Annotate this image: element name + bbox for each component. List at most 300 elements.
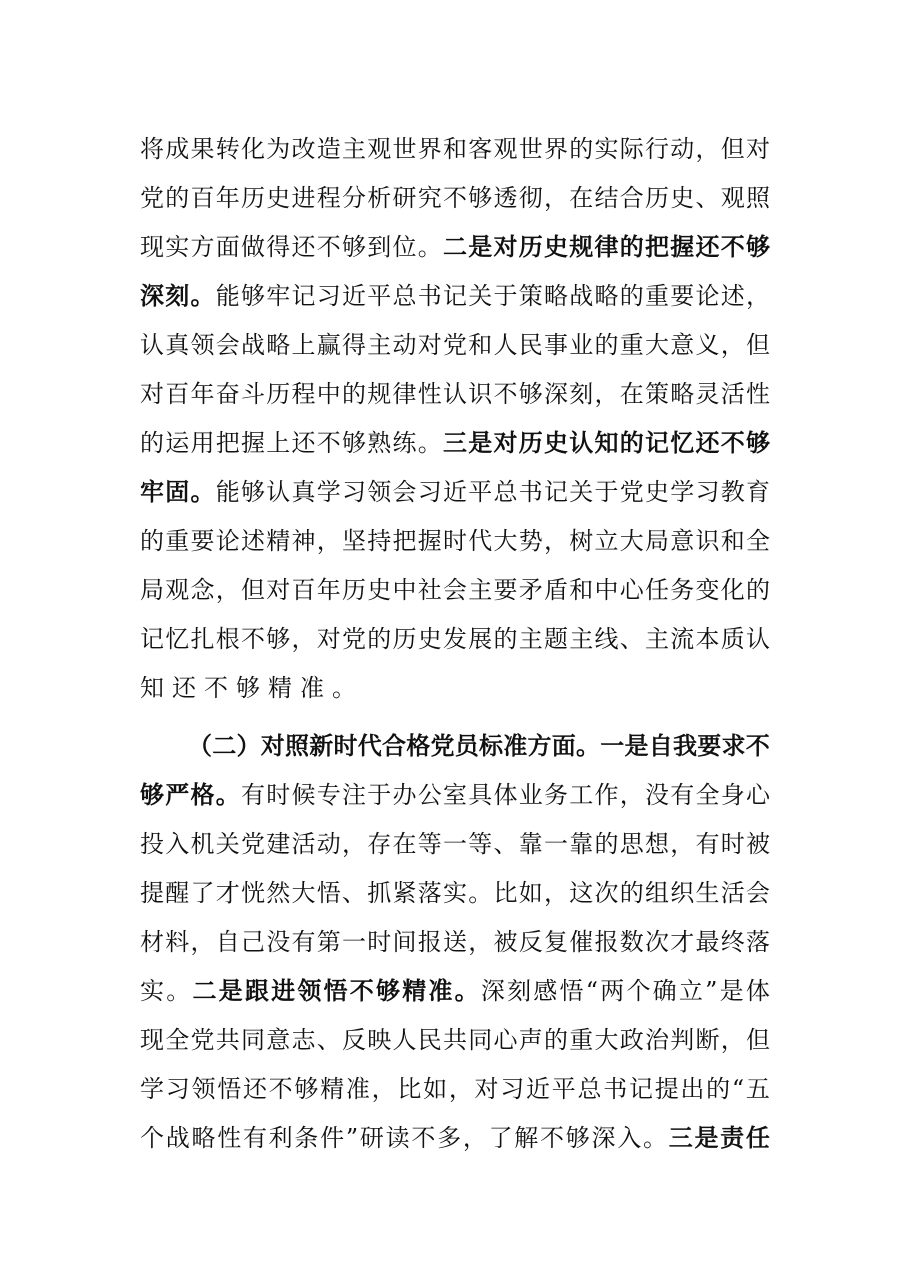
text-char: 解	[514, 1124, 539, 1152]
text-char: 五	[745, 1075, 770, 1103]
text-char: 学	[140, 1075, 164, 1103]
text-char: 报	[417, 928, 442, 956]
text-char: 没	[645, 781, 669, 809]
text-char: 动	[316, 830, 341, 858]
text-char: 重	[569, 1026, 594, 1054]
text-char: 意	[670, 527, 695, 555]
text-line	[140, 922, 770, 962]
text-char: 中	[594, 576, 619, 604]
text-char: 史	[645, 478, 669, 506]
text-char: 势	[518, 527, 543, 555]
text-char: 识	[695, 527, 720, 555]
text-char: 转	[215, 135, 240, 163]
bold-char: 一	[600, 732, 625, 760]
text-char: 注	[342, 781, 366, 809]
text-char: 习	[500, 1075, 525, 1103]
text-char: 有	[241, 781, 265, 809]
bold-char: 标	[479, 732, 503, 760]
bold-char: 知	[594, 429, 619, 457]
text-char: 够	[518, 380, 543, 408]
text-char: 记	[628, 1075, 653, 1103]
text-char: 入	[165, 830, 190, 858]
text-char: 扎	[190, 625, 215, 653]
text-char: 条	[294, 1124, 319, 1152]
text-line	[140, 129, 770, 169]
text-char: 会	[392, 478, 417, 506]
text-char: 深	[591, 1124, 616, 1152]
text-char: 书	[603, 1075, 628, 1103]
bold-char: 。	[454, 977, 479, 1005]
bold-char: 二	[212, 732, 237, 760]
text-char: 年	[215, 184, 240, 212]
text-char: 史	[417, 625, 442, 653]
text-char: 记	[443, 282, 467, 310]
text-line	[140, 521, 770, 561]
text-char: 深	[480, 977, 505, 1005]
text-char: 人	[493, 331, 518, 359]
text-char: 多	[437, 1124, 462, 1152]
text-char: 同	[468, 1026, 493, 1054]
text-char: 的	[165, 184, 190, 212]
bold-char: 格	[406, 732, 431, 760]
text-char: 中	[392, 576, 417, 604]
text-char: 不	[268, 1075, 293, 1103]
text-char: 大	[619, 527, 644, 555]
bold-char: 党	[430, 732, 455, 760]
text-char: 识	[468, 380, 493, 408]
bold-char: 。	[190, 478, 215, 506]
bold-char: 史	[544, 429, 568, 457]
text-char: 造	[316, 135, 341, 163]
text-char: 的	[493, 625, 518, 653]
text-char: 平	[468, 478, 493, 506]
text-char: 牢	[266, 282, 291, 310]
text-char: 生	[695, 879, 720, 907]
text-char: 领	[191, 1075, 216, 1103]
text-char: 然	[266, 879, 291, 907]
text-char: 观	[493, 135, 518, 163]
text-char: 够	[241, 282, 265, 310]
text-char: 送	[443, 928, 467, 956]
text-char: 不	[241, 625, 265, 653]
text-char: 立	[594, 527, 619, 555]
text-char: 根	[215, 625, 240, 653]
text-char: ”	[705, 977, 718, 1005]
text-char: 述	[720, 282, 745, 310]
text-char: 策	[645, 380, 669, 408]
text-char: 性	[746, 380, 770, 408]
text-char: 现	[140, 233, 164, 261]
text-char: 际	[619, 135, 644, 163]
text-char: 主	[468, 576, 493, 604]
text-char: 大	[493, 527, 518, 555]
text-char: 才	[670, 928, 695, 956]
text-char: ，	[544, 527, 568, 555]
bold-char: 是	[694, 1124, 719, 1152]
text-char: 如	[518, 879, 543, 907]
text-char: 不	[443, 184, 467, 212]
text-char: 奋	[215, 380, 240, 408]
bold-char: 记	[645, 429, 669, 457]
text-char: ，	[746, 282, 770, 310]
text-char: 照	[746, 184, 770, 212]
text-char: 观	[720, 184, 745, 212]
text-char: 实	[165, 233, 190, 261]
text-line	[140, 971, 770, 1011]
text-char: 深	[544, 380, 568, 408]
text-char: 能	[215, 478, 240, 506]
text-char: 大	[645, 331, 669, 359]
text-char: 活	[291, 830, 316, 858]
bold-char: 还	[695, 429, 720, 457]
text-char: ，	[695, 135, 720, 163]
text-char: 思	[619, 830, 644, 858]
text-char: 得	[342, 331, 366, 359]
text-char: 史	[266, 184, 291, 212]
text-line	[140, 619, 770, 659]
text-line	[140, 873, 770, 913]
bold-char: 新	[309, 732, 334, 760]
bold-char: 够	[746, 429, 770, 457]
text-char: 盾	[544, 576, 568, 604]
text-char: 上	[266, 429, 291, 457]
text-char: 落	[746, 928, 770, 956]
text-char: 义	[695, 331, 720, 359]
text-char: ，	[371, 1075, 396, 1103]
text-char: 。	[468, 879, 493, 907]
text-char: 刻	[569, 380, 594, 408]
text-char: ，	[190, 928, 215, 956]
text-char: 领	[190, 331, 215, 359]
bold-char: 要	[697, 732, 722, 760]
bold-char: （	[188, 732, 212, 760]
text-char: 习	[165, 1075, 190, 1103]
bold-char: 悟	[323, 977, 348, 1005]
text-char: 展	[468, 625, 493, 653]
text-char: 党	[140, 184, 164, 212]
text-char: 历	[342, 576, 366, 604]
text-char: 透	[493, 184, 518, 212]
bold-char: 严	[165, 781, 190, 809]
bold-char: 三	[443, 429, 467, 457]
text-char: 平	[551, 1075, 576, 1103]
bold-char: 是	[218, 977, 243, 1005]
text-char: 等	[468, 830, 493, 858]
text-char: 务	[544, 781, 568, 809]
text-char: 策	[518, 282, 543, 310]
text-char: 实	[594, 135, 619, 163]
text-char: 时	[720, 830, 745, 858]
text-char: 发	[443, 625, 467, 653]
text-char: 体	[745, 977, 770, 1005]
text-char: 近	[443, 478, 467, 506]
bold-char: 准	[428, 977, 453, 1005]
text-char: 够	[342, 233, 366, 261]
text-char: 性	[217, 1124, 242, 1152]
text-char: 和	[443, 135, 467, 163]
bold-char: 任	[745, 1124, 770, 1152]
text-char: 规	[367, 380, 392, 408]
text-char: 工	[569, 781, 594, 809]
text-char: 业	[518, 781, 543, 809]
text-char: 一	[443, 830, 467, 858]
text-char: 认	[140, 331, 164, 359]
text-char: 志	[291, 1026, 316, 1054]
text-char: 变	[695, 576, 720, 604]
text-char: “	[731, 1075, 745, 1103]
text-char: 果	[190, 135, 215, 163]
text-line	[140, 668, 770, 708]
text-char: 的	[594, 331, 619, 359]
text-char: 行	[645, 135, 669, 163]
text-char: ，	[594, 380, 619, 408]
text-char: 百	[165, 380, 190, 408]
text-char: 真	[165, 331, 190, 359]
text-char: 民	[518, 331, 543, 359]
text-char: ”	[345, 1124, 359, 1152]
text-char: 的	[140, 527, 164, 555]
text-char: 近	[526, 1075, 551, 1103]
bold-char: ）	[236, 732, 261, 760]
text-char: 灵	[695, 380, 720, 408]
text-char: 够	[342, 429, 366, 457]
text-char: 做	[241, 233, 265, 261]
text-char: 事	[544, 331, 568, 359]
text-char: 到	[367, 233, 392, 261]
text-char: 近	[342, 282, 366, 310]
bold-char: 代	[357, 732, 382, 760]
text-char: 在	[392, 830, 417, 858]
text-char: 个	[626, 977, 651, 1005]
text-char: 公	[417, 781, 442, 809]
text-char: 声	[518, 1026, 543, 1054]
text-char: 任	[645, 576, 669, 604]
text-char: 全	[165, 1026, 190, 1054]
text-char: 教	[720, 478, 745, 506]
text-char: 中	[316, 380, 341, 408]
text-char: 才	[215, 879, 240, 907]
text-char: 化	[241, 135, 265, 163]
text-char: 被	[493, 928, 518, 956]
text-char: 提	[654, 1075, 679, 1103]
text-line	[140, 227, 770, 267]
bold-char: 方	[527, 732, 552, 760]
text-char: 心	[619, 576, 644, 604]
text-char: 练	[392, 429, 417, 457]
text-char: 成	[165, 135, 190, 163]
text-char: 律	[392, 380, 417, 408]
text-char: 意	[266, 1026, 291, 1054]
text-line	[140, 1118, 770, 1158]
text-char: 平	[367, 282, 392, 310]
bold-char: 格	[190, 781, 215, 809]
text-char: 织	[670, 879, 695, 907]
text-char: 持	[367, 527, 392, 555]
bold-char: 。	[190, 282, 215, 310]
text-char: 够	[294, 1075, 319, 1103]
text-char: 政	[619, 1026, 644, 1054]
text-char: 、	[316, 1026, 341, 1054]
text-char: 要	[670, 282, 695, 310]
text-char: 比	[397, 1075, 422, 1103]
text-char: 会	[215, 331, 240, 359]
bold-char: 准	[503, 732, 528, 760]
text-char: 位	[392, 233, 417, 261]
text-char: ，	[619, 781, 644, 809]
text-char: 还	[291, 233, 316, 261]
text-char: 界	[544, 135, 568, 163]
text-char: 对	[266, 576, 291, 604]
bold-char: 的	[619, 233, 644, 261]
text-char: 人	[392, 1026, 417, 1054]
bold-char: 对	[260, 732, 285, 760]
text-char: 为	[266, 135, 291, 163]
text-char: 的	[706, 1075, 731, 1103]
text-char: 认	[443, 380, 467, 408]
text-char: 党	[619, 478, 644, 506]
text-char: 化	[720, 576, 745, 604]
text-char: 大	[291, 879, 316, 907]
text-char: 战	[569, 282, 594, 310]
text-char: 质	[720, 625, 745, 653]
text-char: 局	[140, 576, 164, 604]
text-char: 述	[241, 527, 265, 555]
text-char: 不	[540, 1124, 565, 1152]
text-char: 次	[594, 879, 619, 907]
text-char: 确	[652, 977, 677, 1005]
bold-char: 的	[619, 429, 644, 457]
text-char: 有	[291, 928, 316, 956]
text-char: 落	[417, 879, 442, 907]
text-char: 党	[342, 625, 366, 653]
text-char: 习	[695, 478, 720, 506]
text-char: 对	[746, 135, 770, 163]
text-char: 的	[619, 879, 644, 907]
text-char: 全	[746, 527, 770, 555]
text-char: 树	[569, 527, 594, 555]
text-char: 程	[316, 184, 341, 212]
text-char: 记	[544, 478, 568, 506]
text-char: 动	[392, 331, 417, 359]
text-char: 材	[140, 928, 164, 956]
text-char: 没	[266, 928, 291, 956]
bold-char: 是	[624, 732, 649, 760]
text-char: 习	[342, 478, 366, 506]
text-char: ，	[670, 830, 695, 858]
text-char: ，	[544, 184, 568, 212]
bold-char: 牢	[140, 478, 164, 506]
text-char: 会	[443, 576, 467, 604]
text-char: 是	[719, 977, 744, 1005]
text-char: 坚	[342, 527, 366, 555]
text-char: 。	[642, 1124, 667, 1152]
text-char: 主	[518, 625, 543, 653]
text-char: 体	[493, 781, 518, 809]
text-char: 历	[645, 184, 669, 212]
text-char: 不	[493, 380, 518, 408]
text-char: 够	[236, 674, 260, 702]
bold-char: 领	[297, 977, 322, 1005]
text-char: 的	[746, 576, 770, 604]
text-char: 斗	[241, 380, 265, 408]
text-char: 想	[645, 830, 669, 858]
text-char: 观	[367, 135, 392, 163]
bold-char: 员	[454, 732, 479, 760]
bold-char: 我	[673, 732, 697, 760]
text-char: 自	[215, 928, 240, 956]
text-char: 靠	[569, 830, 594, 858]
text-char: 、	[493, 830, 518, 858]
text-char: 的	[569, 135, 594, 163]
bold-char: 够	[746, 233, 770, 261]
text-char: 精	[266, 527, 291, 555]
text-char: 历	[266, 380, 291, 408]
bold-char: 还	[695, 233, 720, 261]
text-char: 百	[291, 576, 316, 604]
text-line	[140, 276, 770, 316]
bold-char: 历	[518, 233, 543, 261]
text-char: 上	[291, 331, 316, 359]
text-char: 线	[594, 625, 619, 653]
text-char: 具	[468, 781, 493, 809]
bold-char: 认	[569, 429, 594, 457]
text-char: 对	[140, 380, 164, 408]
text-char: 能	[215, 282, 240, 310]
text-char: 组	[645, 879, 669, 907]
text-char: 被	[746, 830, 770, 858]
text-char: 育	[746, 478, 770, 506]
text-char: 最	[695, 928, 720, 956]
text-char: 有	[670, 781, 695, 809]
text-char: 党	[241, 830, 265, 858]
text-char: 间	[392, 928, 417, 956]
text-char: 熟	[367, 429, 392, 457]
text-char: 候	[291, 781, 316, 809]
text-char: 神	[291, 527, 316, 555]
bold-char: 把	[645, 233, 669, 261]
text-char: 彻	[518, 184, 543, 212]
bold-char: 二	[192, 977, 217, 1005]
text-char: 悟	[316, 879, 341, 907]
text-char: 准	[300, 674, 324, 702]
text-char: 共	[215, 1026, 240, 1054]
text-char: 的	[367, 625, 392, 653]
text-char: 将	[140, 135, 164, 163]
text-char: 论	[695, 282, 720, 310]
text-char: 的	[544, 1026, 568, 1054]
bold-char: 历	[518, 429, 543, 457]
text-char: 书	[518, 478, 543, 506]
text-char: 终	[720, 928, 745, 956]
text-char: 实	[140, 977, 164, 1005]
text-line	[140, 775, 770, 815]
text-char: 战	[165, 1124, 190, 1152]
text-char: 建	[266, 830, 291, 858]
text-char: 紧	[392, 879, 417, 907]
text-char: 领	[367, 478, 392, 506]
text-char: 立	[678, 977, 703, 1005]
text-char: ，	[468, 928, 493, 956]
bold-char: 时	[333, 732, 358, 760]
text-char: 务	[670, 576, 695, 604]
text-line	[140, 423, 770, 463]
bold-char: 面	[551, 732, 576, 760]
bold-char: 不	[720, 233, 745, 261]
text-char: 悟	[559, 977, 584, 1005]
text-char: 专	[316, 781, 341, 809]
text-char: 习	[316, 282, 341, 310]
text-char: 本	[695, 625, 720, 653]
